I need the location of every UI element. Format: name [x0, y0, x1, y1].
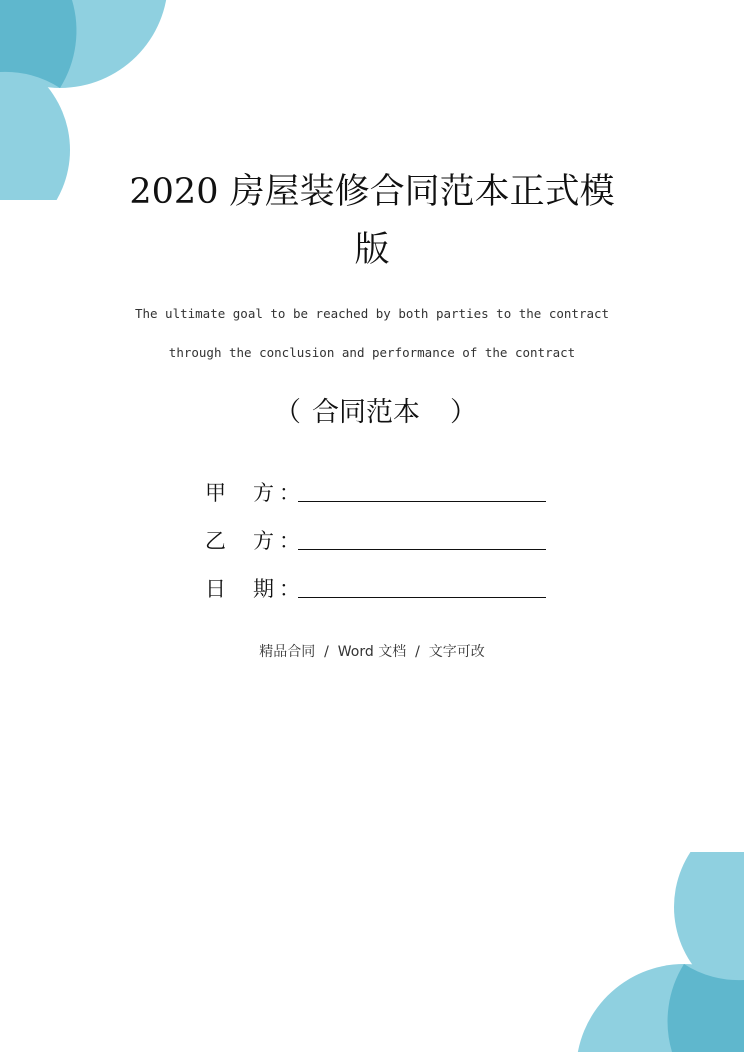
party-b-label-colon: ：	[279, 529, 300, 553]
document-title-line-1: 2020 房屋装修合同范本正式模	[129, 172, 615, 212]
category-text: 合同范本	[312, 397, 420, 428]
english-subtitle-line-1: The ultimate goal to be reached by both parties to the contract	[134, 306, 610, 321]
footer-tagline: 精品合同 / Word 文档 / 文字可改	[259, 644, 485, 660]
party-b-field	[205, 524, 550, 558]
date-blank-line[interactable]	[298, 597, 546, 598]
document-title-line-2: 版	[354, 230, 390, 270]
english-subtitle-line-2: through the conclusion and performance of the contract	[168, 345, 576, 360]
date-label-char-1: 日	[205, 577, 226, 601]
category-label	[272, 390, 477, 436]
party-a-label-char-2: 方	[253, 481, 274, 505]
party-a-blank-line[interactable]	[298, 501, 546, 502]
party-a-label-char-1: 甲	[205, 481, 226, 505]
party-b-label-char-2: 方	[253, 529, 274, 553]
date-label-colon: ：	[279, 577, 300, 601]
party-a-field	[205, 476, 550, 510]
date-label-char-2: 期	[253, 577, 274, 601]
party-a-label-colon: ：	[279, 481, 300, 505]
corner-decoration-bottom-right	[564, 852, 744, 1052]
date-field	[205, 572, 550, 606]
party-b-label-char-1: 乙	[205, 529, 226, 553]
party-b-blank-line[interactable]	[298, 549, 546, 550]
category-close-paren: ）	[450, 397, 477, 428]
category-open-paren: （	[274, 397, 301, 428]
